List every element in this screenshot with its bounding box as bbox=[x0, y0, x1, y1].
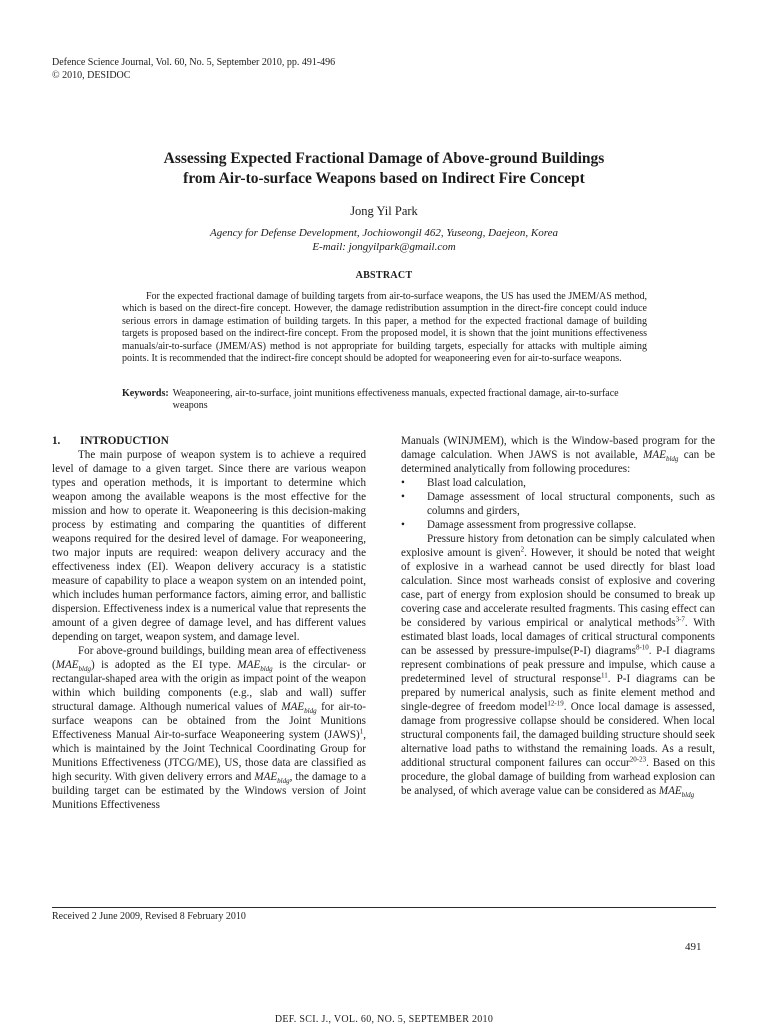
journal-header bbox=[52, 56, 335, 82]
citation-ref: 1 bbox=[359, 727, 364, 736]
citation-ref: 3-7 bbox=[675, 615, 685, 624]
page-number: 491 bbox=[685, 941, 702, 953]
list-item: • Damage assessment from progressive collapse. bbox=[401, 519, 637, 531]
running-footer: DEF. SCI. J., VOL. 60, NO. 5, SEPTEMBER 2010 bbox=[274, 1014, 494, 1025]
copyright-line: © 2010, DESIDOC bbox=[52, 70, 131, 81]
author-name: Jong Yil Park bbox=[350, 204, 418, 218]
journal-citation: Defence Science Journal, Vol. 60, No. 5, September 2010, pp. 491-496 bbox=[52, 57, 336, 68]
procedure-list bbox=[401, 476, 715, 532]
affiliation-address: Agency for Defense Development, Jochiowongil 462, Yuseong, Daejeon, Korea bbox=[209, 227, 559, 239]
keywords-label: Keywords: bbox=[122, 388, 169, 399]
received-date: Received 2 June 2009, Revised 8 February 2010 bbox=[52, 911, 246, 922]
right-column bbox=[401, 434, 715, 798]
intro-paragraph-2-continued: Manuals (WINJMEM), which is the Window-based program for the damage calculation. When JAWS is not available, $MAE_{bldg}$ can be determined analytically from following procedures: bbox=[401, 435, 716, 475]
intro-paragraph-2: For above-ground buildings, building mean area of effectiveness $(MAE_{bldg})$ is adopted as the EI type. $MAE_{bldg}$ is the circular- or rectangular-shaped area with the origin as impact point of the weapon within which building components (e.g., slab and wall) suffer structural damage. Although numerical values of $MAE_{bldg}$ for air-to-surface weapons can be obtained from the Joint Munitions Effectiveness Manual Air-to-surface Weaponeering system (JAWS)$^1$, which is maintained by the Joint Technical Coordinating Group for Munitions Effectiveness (JTCG/ME), US, those data are classified as high security. With given delivery errors and $MAE_{bldg}$, the damage to a building target can be estimated by the Windows version of Joint Munitions Effectiveness bbox=[52, 645, 366, 811]
paper-title bbox=[70, 149, 698, 189]
citation-ref: 2 bbox=[520, 545, 525, 554]
intro-paragraph-3: Pressure history from detonation can be simply calculated when explosive amount is given$^2$. However, it should be noted that weight of explosive in a warhead cannot be used directly for blast load calculation. Since most warheads consist of explosive and covering case, part of energy from explosion should be consumed to break up covering case and accelerate resulted fragments. This casing effect can be considered by various empirical or analytical methods$^{3-7}$. With estimated blast loads, local damages of critical structural components can be assessed by pressure-impulse(P-I) diagrams$^{8-10}$. P-I diagrams represent combinations of peak pressure and impulse, which cause a predetermined level of structural response$^{11}$. P-I diagrams can be prepared by numerical analysis, such as finite element method and single-degree of freedom model$^{12-19}$. Once local damage is assessed, damage from progressive collapse should be considered. When local structural components fail, the damaged building structure should seek alternative load paths to withstand the remaining loads. As a result, additional structural component failures can occur$^{20-23}$. Based on this procedure, the global damage of building from warhead explosion can be analysed, of which average value can be considered as $MAE_{bldg}$ bbox=[401, 533, 716, 800]
footnote-divider bbox=[52, 907, 716, 908]
list-item: • Damage assessment of local structural components, such as columns and girders, bbox=[401, 491, 715, 517]
citation-ref: 11 bbox=[600, 671, 608, 680]
author-email: E-mail: jongyilpark@gmail.com bbox=[312, 241, 456, 253]
section-heading bbox=[52, 434, 366, 448]
abstract-heading: ABSTRACT bbox=[355, 270, 413, 281]
citation-ref: 8-10 bbox=[635, 643, 649, 652]
intro-paragraph-1: The main purpose of weapon system is to achieve a required level of damage to a given target. Since there are various weapon types and operation methods, it is important to determine which weapon among the available weapons is the most effective for the mission and how to operate it. Weaponeering is this decision-making process by estimating and comparing the quantities of different weapons required for the desired level of damage. For weaponeering, two major inputs are required: weapon delivery accuracy and the effectiveness index (EI). Weapon delivery accuracy is a statistic measure of capability to place a weapon system on an intended point, which includes human performance factors, aiming error, and ballistic dispersion. Effectiveness index is a numerical value that represents the amount of a given degree of damage level, and has different values depending on target, weapon system, and damage level. bbox=[52, 449, 366, 643]
citation-ref: 12-19 bbox=[547, 699, 564, 708]
keywords-text: Weaponeering, air-to-surface, joint munitions effectiveness manuals, expected fractional damage, air-to-surface weapons bbox=[172, 388, 619, 412]
citation-ref: 20-23 bbox=[629, 755, 647, 764]
left-column bbox=[52, 434, 366, 812]
list-item: • Blast load calculation, bbox=[401, 477, 526, 489]
section-number: 1. bbox=[52, 435, 61, 447]
author-affiliation bbox=[0, 226, 768, 254]
section-title: INTRODUCTION bbox=[80, 435, 169, 447]
abstract-text: For the expected fractional damage of building targets from air-to-surface weapons, the US has used the JMEM/AS method, which is based on the direct-fire concept. However, the damage redistribution assumption in the direct-fire concept could induce serious errors in damage estimation of building targets. In this paper, a method for the expected fractional damage of building targets is proposed based on the indirect-fire concept. From the proposed model, it is shown that the joint munitions effectiveness manuals/air-to-surface (JMEM/AS) method is not appropriate for building targets, especially for attacks with multiple aiming points. It is recommended that the indirect-fire concept should be adopted for weaponeering even for air-to-surface weapons. bbox=[122, 291, 647, 365]
title-line-1: Assessing Expected Fractional Damage of Above-ground Buildings bbox=[163, 150, 605, 167]
title-line-2: from Air-to-surface Weapons based on Indirect Fire Concept bbox=[183, 170, 585, 187]
keywords bbox=[122, 388, 647, 413]
